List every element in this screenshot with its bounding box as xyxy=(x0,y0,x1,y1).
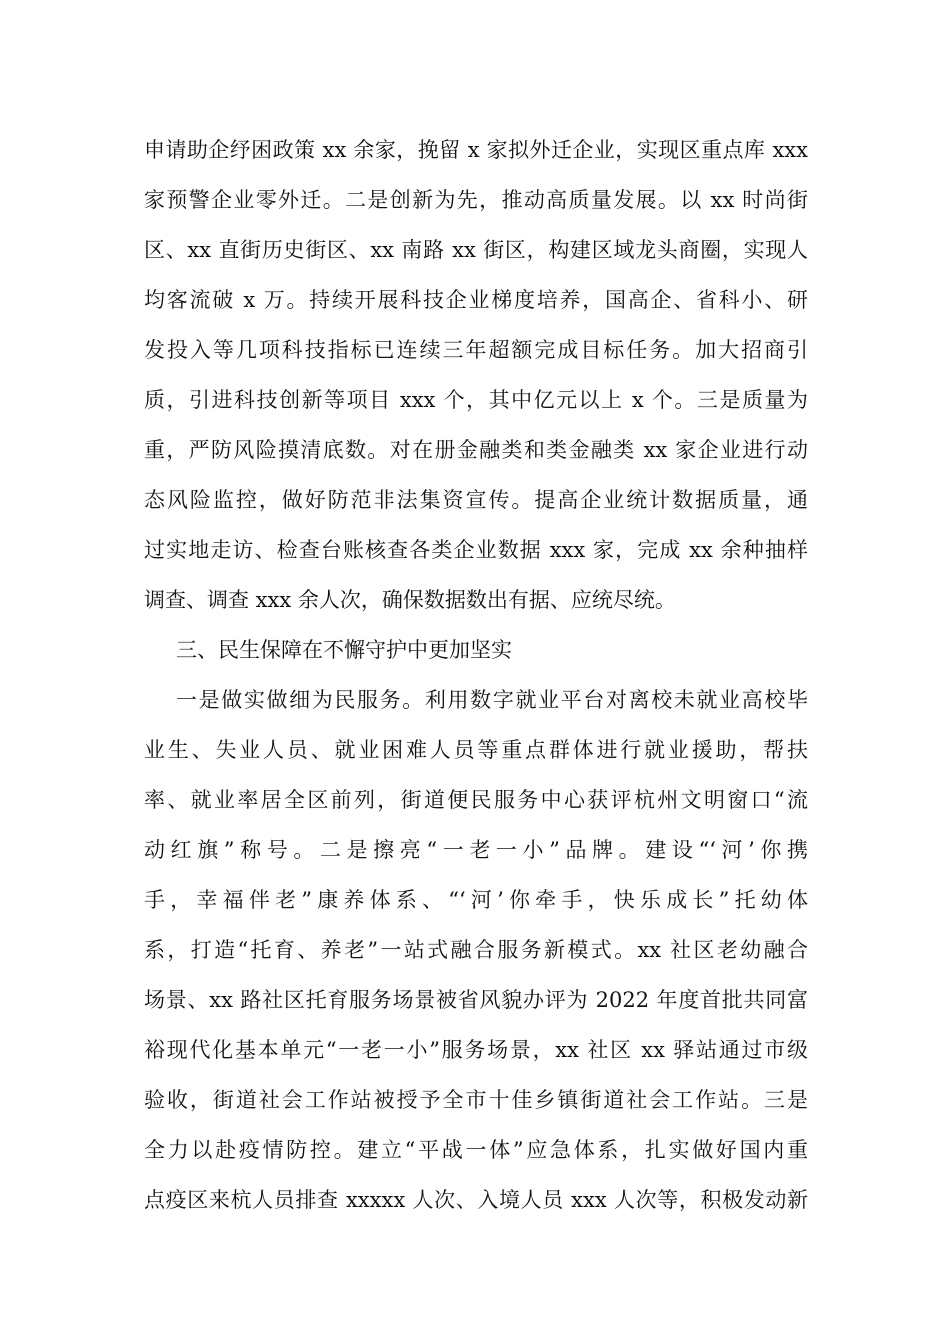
body-text-line: 重，严防风险摸清底数。对在册金融类和类金融类 xx 家企业进行动 xyxy=(144,438,808,462)
body-text-line: 过实地走访、检查台账核查各类企业数据 xxx 家，完成 xx 余种抽样 xyxy=(144,538,808,562)
body-text-line-paragraph-start: 一是做实做细为民服务。利用数字就业平台对离校未就业高校毕 xyxy=(176,688,808,712)
body-text-line: 手，幸福伴老”康养体系、“‘河’你牵手，快乐成长”托幼体 xyxy=(144,888,808,912)
section-heading: 三、民生保障在不懈守护中更加坚实 xyxy=(176,638,512,662)
body-text-line: 动红旗”称号。二是擦亮“一老一小”品牌。建设“‘河’你携 xyxy=(144,838,808,862)
body-text-line: 系，打造“托育、养老”一站式融合服务新模式。xx 社区老幼融合 xyxy=(144,938,808,962)
body-text-line: 质，引进科技创新等项目 xxx 个，其中亿元以上 x 个。三是质量为 xyxy=(144,388,808,412)
body-text-line: 裕现代化基本单元“一老一小”服务场景，xx 社区 xx 驿站通过市级 xyxy=(144,1038,808,1062)
body-text-line: 态风险监控，做好防范非法集资宣传。提高企业统计数据质量，通 xyxy=(144,488,808,512)
body-text-line: 点疫区来杭人员排查 xxxxx 人次、入境人员 xxx 人次等，积极发动新 xyxy=(144,1188,808,1212)
body-text-line: 区、xx 直街历史街区、xx 南路 xx 街区，构建区域龙头商圈，实现人 xyxy=(144,238,808,262)
body-text-line: 家预警企业零外迁。二是创新为先，推动高质量发展。以 xx 时尚街 xyxy=(144,188,808,212)
body-text-line: 全力以赴疫情防控。建立“平战一体”应急体系，扎实做好国内重 xyxy=(144,1138,808,1162)
body-text-line: 率、就业率居全区前列，街道便民服务中心获评杭州文明窗口“流 xyxy=(144,788,808,812)
body-text-line-paragraph-end: 调查、调查 xxx 余人次，确保数据数出有据、应统尽统。 xyxy=(144,588,676,612)
body-text-line: 场景、xx 路社区托育服务场景被省风貌办评为 2022 年度首批共同富 xyxy=(144,988,808,1012)
body-text-line: 发投入等几项科技指标已连续三年超额完成目标任务。加大招商引 xyxy=(144,338,808,362)
body-text-line: 均客流破 x 万。持续开展科技企业梯度培养，国高企、省科小、研 xyxy=(144,288,808,312)
body-text-line: 验收，街道社会工作站被授予全市十佳乡镇街道社会工作站。三是 xyxy=(144,1088,808,1112)
body-text-line: 申请助企纾困政策 xx 余家，挽留 x 家拟外迁企业，实现区重点库 xxx xyxy=(144,138,808,162)
body-text-line: 业生、失业人员、就业困难人员等重点群体进行就业援助，帮扶 xyxy=(144,738,808,762)
